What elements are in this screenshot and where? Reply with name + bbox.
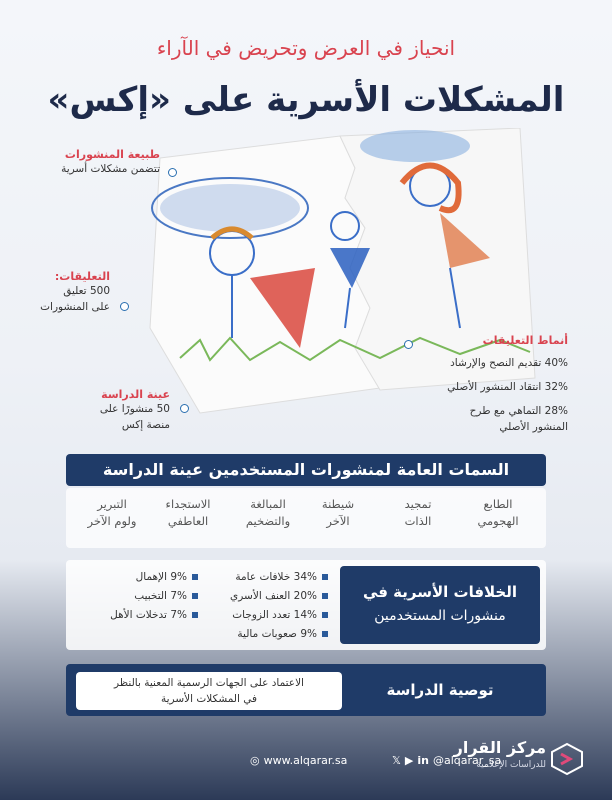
website-link[interactable]: www.alqarar.sa — [263, 754, 348, 767]
pattern-item: المنشور الأصلي — [499, 421, 568, 433]
trait-line: العاطفي — [167, 514, 209, 528]
footer-website — [250, 754, 347, 767]
bullet-icon — [322, 631, 328, 637]
traits-section-title: السمات العامة لمنشورات المستخدمين عينة الدراسة — [66, 454, 546, 486]
dispute-item-text: 7% التخبيب — [134, 590, 187, 602]
disputes-col2 — [80, 570, 198, 622]
callout-sample — [60, 388, 170, 433]
callout-sample-title: عينة الدراسة — [101, 388, 170, 401]
brand-subtitle: للدراسات الإعلامية — [476, 760, 546, 770]
globe-icon: ◎ — [250, 754, 260, 767]
trait-item — [228, 496, 308, 530]
brand-name: مركز القرار — [453, 738, 546, 757]
trait-line: المبالغة — [250, 497, 286, 511]
trait-line: والتضخيم — [245, 514, 291, 528]
trait-item — [72, 496, 152, 530]
disputes-title-line1: الخلافات الأسرية في — [362, 583, 518, 601]
disputes-col1 — [208, 570, 328, 641]
bullet-icon — [322, 574, 328, 580]
trait-item — [298, 496, 378, 530]
trait-line: الذات — [404, 514, 432, 528]
footer-social — [392, 754, 501, 767]
callout-sample-line2: منصة إكس — [121, 419, 170, 431]
dispute-item-text: 14% تعدد الزوجات — [232, 609, 317, 621]
pattern-item: 28% التماهي مع طرح — [469, 405, 568, 417]
bullet-icon — [192, 612, 198, 618]
recommendation-line1: الاعتماد على الجهات الرسمية المعنية بالنظر — [114, 677, 304, 689]
dispute-item-text: 9% صعوبات مالية — [237, 628, 317, 640]
social-handle[interactable]: @alqarar_sa — [432, 754, 502, 767]
trait-item — [458, 496, 538, 530]
trait-item — [148, 496, 228, 530]
recommendation-line2: في المشكلات الأسرية — [161, 693, 257, 705]
callout-comment-patterns — [418, 334, 568, 435]
callout-patterns-title: أنماط التعليقات — [482, 334, 568, 347]
trait-line: الاستجداء — [165, 497, 211, 511]
youtube-icon[interactable]: ▶ — [404, 754, 414, 767]
callout-posts-nature — [20, 148, 160, 177]
dispute-item — [208, 570, 328, 584]
linkedin-icon[interactable]: in — [417, 754, 429, 767]
x-icon[interactable]: 𝕏 — [392, 754, 401, 767]
brand-logo-icon — [550, 742, 584, 776]
callout-comments-line1: 500 تعليق — [63, 285, 110, 297]
bullet-icon — [192, 574, 198, 580]
trait-line: التبرير — [97, 497, 127, 511]
recommendation-label: توصية الدراسة — [386, 681, 494, 699]
callout-posts-nature-title: طبيعة المنشورات — [64, 148, 160, 161]
page-title: المشكلات الأسرية على «إكس» — [47, 80, 565, 120]
callout-comments — [20, 270, 110, 315]
callout-sample-line1: 50 منشورًا على — [99, 403, 170, 415]
trait-line: ولوم الآخر — [87, 514, 137, 528]
disputes-title-line2: منشورات المستخدمين — [374, 608, 506, 624]
callout-dot — [404, 340, 413, 349]
disputes-title-box — [340, 566, 540, 644]
dispute-item-text: 9% الإهمال — [135, 571, 187, 583]
callout-comments-line2: على المنشورات — [40, 301, 110, 313]
callout-dot — [168, 168, 177, 177]
dispute-item — [80, 589, 198, 603]
trait-line: شيطنة — [321, 497, 355, 511]
trait-line: الآخر — [326, 514, 350, 528]
dispute-item — [80, 608, 198, 622]
trait-line: الطابع — [483, 497, 513, 511]
dispute-item — [208, 589, 328, 603]
recommendation-text — [76, 672, 342, 710]
pattern-item: 40% تقديم النصح والإرشاد — [450, 357, 568, 369]
dispute-item-text: 34% خلافات عامة — [235, 571, 317, 583]
callout-dot — [180, 404, 189, 413]
trait-line: الهجومي — [477, 514, 519, 528]
dispute-item — [80, 570, 198, 584]
subtitle: انحياز في العرض وتحريض في الآراء — [156, 36, 456, 60]
dispute-item — [208, 608, 328, 622]
bullet-icon — [322, 612, 328, 618]
dispute-item — [208, 627, 328, 641]
dispute-item-text: 20% العنف الأسري — [230, 590, 317, 602]
trait-line: تمجيد — [404, 497, 432, 511]
callout-comments-title: التعليقات: — [54, 270, 110, 283]
trait-item — [378, 496, 458, 530]
bullet-icon — [322, 593, 328, 599]
bullet-icon — [192, 593, 198, 599]
callout-dot — [120, 302, 129, 311]
callout-posts-nature-text: تتضمن مشكلات أسرية — [61, 163, 160, 175]
dispute-item-text: 7% تدخلات الأهل — [110, 609, 187, 621]
pattern-item: 32% انتقاد المنشور الأصلي — [447, 381, 568, 393]
